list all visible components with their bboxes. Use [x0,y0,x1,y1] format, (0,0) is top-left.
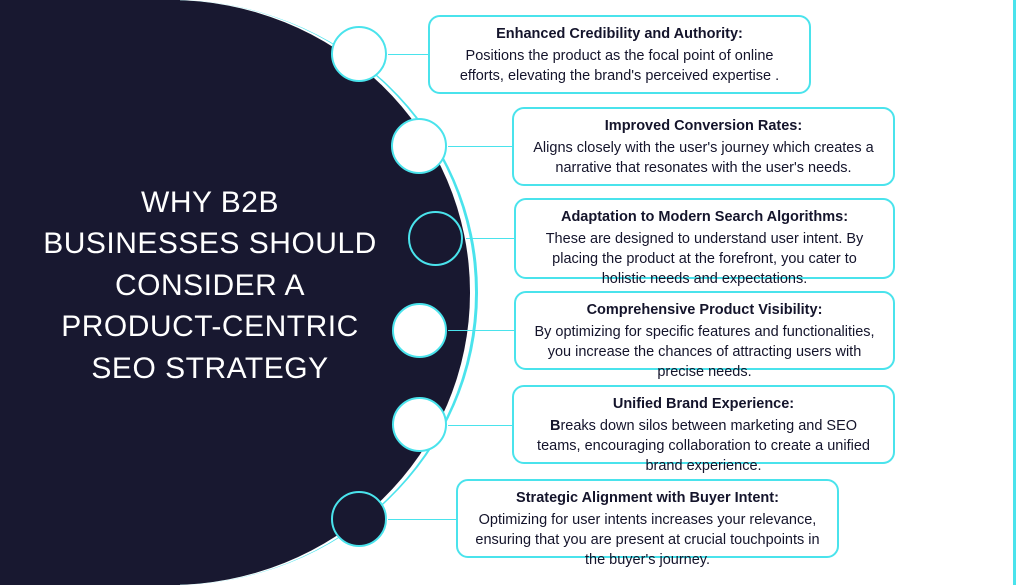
benefit-card-heading: Enhanced Credibility and Authority: [496,26,743,42]
benefit-card-heading: Improved Conversion Rates: [604,118,803,134]
benefit-card-heading: Strategic Alignment with Buyer Intent: [516,490,779,506]
benefit-card-heading: Unified Brand Experience: [612,396,795,412]
connector-1 [388,54,433,55]
benefit-card-3 [514,198,895,287]
benefit-card-2 [512,107,895,186]
benefit-card-body: By optimizing for specific features and functionalities, you increase the chances of attracting users with precise needs. [534,323,875,380]
node-marker-6 [331,491,387,547]
node-marker-3 [408,211,463,266]
right-accent-bar [1013,0,1016,585]
benefit-card-5 [512,385,895,474]
benefit-card-body-rest: reaks down silos between marketing and SEO teams, encouraging collaboration to create a unified brand experience. [537,417,870,474]
benefit-card-body-lead: B [549,417,561,434]
benefit-card-body: Aligns closely with the user's journey which creates a narrative that resonates with the user's needs. [533,139,874,176]
connector-2 [448,146,514,147]
page-title: WHY B2B BUSINESSES SHOULD CONSIDER A PRODUCT-CENTRIC SEO STRATEGY [43,186,377,385]
connector-3 [466,238,516,239]
node-marker-1 [331,26,387,82]
connector-6 [388,519,458,520]
benefit-card-body: These are designed to understand user intent. By placing the product at the forefront, you cater to holistic needs and expectations. [545,230,864,287]
node-marker-5 [392,397,447,452]
benefit-card-body: Optimizing for user intents increases your relevance, ensuring that you are present at crucial touchpoints in the buyer's journey. [475,511,820,568]
benefit-card-heading: Adaptation to Modern Search Algorithms: [560,209,849,225]
node-marker-4 [392,303,447,358]
node-marker-2 [391,118,447,174]
benefit-card-6 [456,479,839,568]
connector-5 [448,425,514,426]
benefit-card-4 [514,291,895,380]
benefit-card-body [528,416,879,476]
connector-4 [448,330,514,331]
benefit-card-1 [428,15,811,94]
benefit-card-heading: Comprehensive Product Visibility: [586,302,823,318]
benefit-card-body: Positions the product as the focal point of online efforts, elevating the brand's perceived expertise . [459,47,780,84]
